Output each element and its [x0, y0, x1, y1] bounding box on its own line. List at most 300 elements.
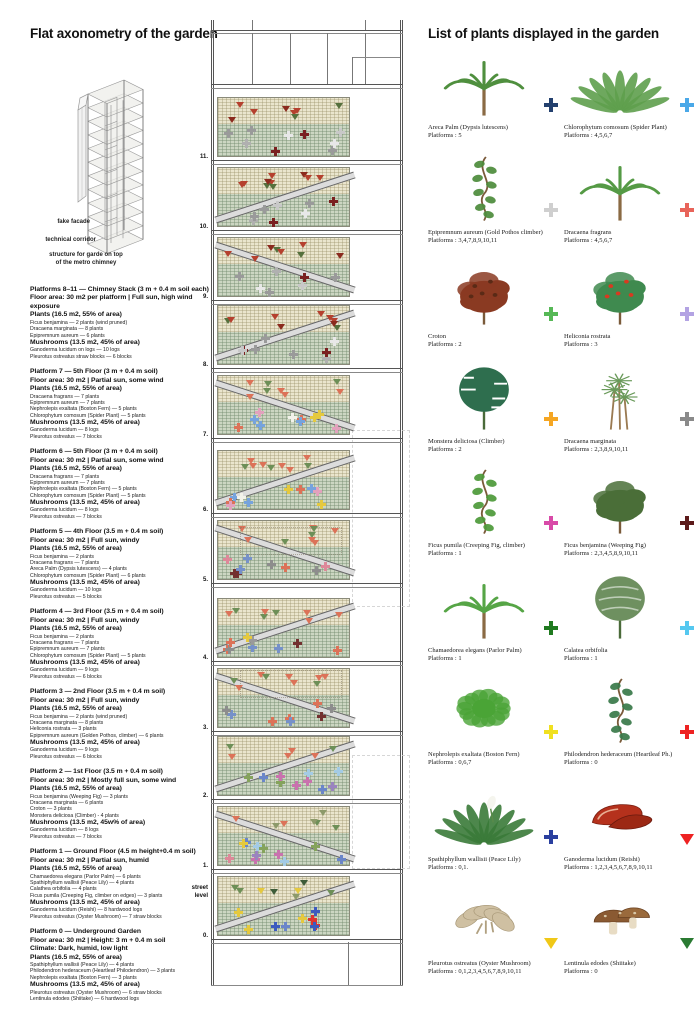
- plant-marker-triangle: [303, 610, 311, 616]
- mushroom-marker-plus: [244, 498, 253, 507]
- floor-number: 5.: [202, 577, 208, 583]
- plants-heading: Plants (16.5 m2, 55% of area): [30, 465, 122, 473]
- mushroom-line: Ganoderma lucidum — 8 logs: [30, 427, 99, 434]
- top-frame-line: [211, 30, 403, 31]
- plants-heading: Plants (16.5 m2, 55% of area): [30, 953, 122, 961]
- mushroom-marker-plus: [329, 197, 338, 206]
- mushroom-marker-plus: [305, 199, 314, 208]
- plant-label: [428, 647, 560, 664]
- plant-line: Heliconia rostrata — 3 plants: [30, 726, 97, 733]
- floor-number: 3.: [202, 725, 208, 731]
- plant-platforms: Platforms : 1: [428, 654, 462, 662]
- mushroom-marker-plus: [247, 126, 256, 135]
- plant-name: Areca Palm (Dypsis lutescens): [428, 124, 508, 131]
- plant-line: Areca Palm (Dypsis lutescens) — 4 plants: [30, 566, 127, 573]
- mushroom-marker-plus: [296, 417, 305, 426]
- mushroom-marker-plus: [337, 855, 346, 864]
- platform-info-block: [30, 528, 210, 600]
- mushroom-marker-plus: [234, 908, 243, 917]
- mushroom-line: Pleurotus ostreatus — 7 blocks: [30, 513, 102, 520]
- plant-line: Dracaena fragrans — 7 plants: [30, 393, 100, 400]
- mushroom-marker-plus: [298, 914, 307, 923]
- plant-platforms: Platforms : 0,1.: [428, 863, 469, 871]
- platform-title: Platform 3 — 2nd Floor (3.5 m + 0.4 m soil): [30, 688, 166, 696]
- plant-marker-triangle: [300, 880, 308, 886]
- plant-marker-triangle: [259, 462, 267, 468]
- label-fake-facade: fake facade: [57, 219, 90, 225]
- frame-post: [365, 33, 366, 84]
- plants-heading: Plants (16.5 m2, 55% of area): [30, 311, 122, 319]
- plant-marker-triangle: [336, 389, 344, 395]
- garden-platform-panel: [217, 375, 350, 435]
- plant-marker-triangle: [232, 608, 240, 614]
- underground-base: [211, 985, 403, 986]
- mushroom-line: Ganoderma lucidum on logs — 10 logs: [30, 347, 120, 354]
- plant-marker-triangle: [311, 753, 319, 759]
- platform-marker-plus-icon: [544, 203, 558, 217]
- plant-illustration: [574, 673, 666, 752]
- platform-title: Platform 6 — 5th Floor (3 m + 0.4 m soil): [30, 448, 158, 456]
- plant-marker-triangle: [277, 249, 285, 255]
- frame-post: [327, 33, 328, 84]
- plant-marker-triangle: [294, 888, 302, 894]
- plant-marker-triangle: [336, 253, 344, 259]
- mushroom-marker-plus: [317, 500, 326, 509]
- plant-illustration: [574, 882, 666, 961]
- plant-line: Chlorophytum comosum (Spider Plant) — 5 plants: [30, 652, 146, 659]
- frame-post: [252, 33, 253, 84]
- mushroom-marker-plus: [301, 209, 310, 218]
- plant-entry: [428, 255, 562, 359]
- platform-marker-plus-icon: [680, 725, 694, 739]
- platform-marker-triangle-icon: [544, 938, 558, 949]
- plant-illustration: [438, 255, 530, 334]
- platform-title: Platform 5 — 4th Floor (3.5 m + 0.4 m soil): [30, 528, 164, 536]
- mushroom-marker-plus: [284, 485, 293, 494]
- platform-marker-plus-icon: [544, 725, 558, 739]
- plant-marker-triangle: [277, 324, 285, 330]
- floor-slab-line: [211, 943, 403, 944]
- platform-info-block: [30, 768, 210, 840]
- plant-list-title: List of plants displayed in the garden: [428, 26, 659, 41]
- plants-heading: Plants (16.5 m2, 55% of area): [30, 705, 122, 713]
- floor-number: 6.: [202, 507, 208, 513]
- plant-line: Croton — 3 plants: [30, 806, 72, 813]
- mushroom-marker-plus: [271, 147, 280, 156]
- plant-marker-triangle: [293, 108, 301, 114]
- plant-line: Dracaena fragrans — 7 plants: [30, 559, 100, 566]
- plant-illustration: [438, 360, 530, 439]
- mushroom-marker-plus: [292, 781, 301, 790]
- plant-marker-triangle: [304, 175, 312, 181]
- mushroom-line: Pleurotus ostreatus — 7 blocks: [30, 833, 102, 840]
- mushrooms-heading: Mushrooms (13.5 m2, 45w% of area): [30, 818, 146, 826]
- plant-label: [428, 124, 560, 141]
- plant-marker-triangle: [246, 394, 254, 400]
- plant-label: [564, 333, 696, 350]
- label-technical-corridor: technical corridor: [45, 237, 96, 243]
- plant-marker-triangle: [264, 179, 272, 185]
- plant-entry: [428, 778, 562, 882]
- floor-slab-line: [211, 803, 403, 804]
- background-facade-row: [240, 527, 342, 555]
- floor-slab-line: [211, 799, 403, 800]
- plant-label: [428, 333, 560, 350]
- floor-slab-line: [211, 583, 403, 584]
- plant-name: Ficus benjamina (Weeping Fig): [564, 542, 646, 549]
- mushroom-marker-plus: [336, 128, 345, 137]
- mushroom-line: Pleurotus ostreatus — 5 blocks: [30, 593, 102, 600]
- plant-illustration: [438, 882, 530, 961]
- plant-illustration: [438, 464, 530, 543]
- plant-entry: [564, 255, 698, 359]
- underground-line: [348, 942, 349, 985]
- plant-line: Spathiphyllum wallisii (Peace Lily) — 4 plants: [30, 962, 135, 969]
- mushroom-marker-plus: [239, 839, 248, 848]
- platform-marker-plus-icon: [544, 830, 558, 844]
- plant-line: Ficus benjamina (Weeping Fig) — 3 plants: [30, 793, 128, 800]
- platform-title: Platform 4 — 3rd Floor (3.5 m + 0.4 m soil): [30, 608, 164, 616]
- floor-number: 7.: [202, 432, 208, 438]
- platform-info-line: Floor area: 30 m2 | Full sun, windy: [30, 616, 140, 624]
- platform-marker-plus-icon: [544, 98, 558, 112]
- mushroom-marker-plus: [281, 563, 290, 572]
- plant-entry: [564, 882, 698, 986]
- background-facade-row: [240, 670, 342, 698]
- plant-name: Monstera deliciosa (Climber): [428, 437, 505, 445]
- mushroom-marker-plus: [234, 423, 243, 432]
- plant-entry: [428, 464, 562, 568]
- axonometry-title: Flat axonometry of the garden: [30, 26, 218, 41]
- plant-marker-triangle: [335, 103, 343, 109]
- plant-name: Philodendron hederaceum (Heartleaf Ph.): [564, 751, 673, 758]
- label-structure-2: of the metro chimney: [55, 260, 117, 266]
- platform-marker-plus-icon: [680, 412, 694, 426]
- plant-marker-triangle: [316, 175, 324, 181]
- plant-marker-triangle: [261, 609, 269, 615]
- frame-base-line2: [211, 88, 403, 89]
- axonometry-drawing: [58, 48, 182, 260]
- street-level-label: street level: [191, 885, 208, 900]
- mushroom-marker-plus: [286, 717, 295, 726]
- mushroom-line: Ganoderma lucidum (Reishi) — 8 hardwood logs: [30, 907, 143, 914]
- mushroom-marker-plus: [250, 212, 259, 221]
- plant-marker-triangle: [267, 465, 275, 471]
- floor-number: 4.: [202, 655, 208, 661]
- plant-entry: [564, 569, 698, 673]
- platform-info-line: Floor area: 30 m2 | Height: 3 m + 0.4 m soil: [30, 936, 166, 944]
- platform-marker-plus-icon: [544, 307, 558, 321]
- plant-platforms: Platforms : 0: [564, 968, 598, 976]
- plant-marker-triangle: [319, 810, 327, 816]
- mushroom-marker-plus: [235, 272, 244, 281]
- plant-illustration: [438, 151, 530, 230]
- plant-name: Dracaena marginata: [564, 437, 617, 445]
- background-facade: [352, 430, 410, 607]
- plant-marker-triangle: [227, 317, 235, 323]
- plant-name: Pleurotus ostreatus (Oyster Mushroom): [428, 960, 531, 967]
- mushroom-line: Ganoderma lucidum — 8 logs: [30, 827, 99, 834]
- plant-label: [428, 542, 560, 559]
- platform-info-line: Floor area: 30 m2 | Mostly full sun, some wind: [30, 776, 177, 784]
- plant-line: Epipremnum aureum — 7 plants: [30, 646, 105, 653]
- floor-slab-line: [211, 869, 403, 870]
- mushroom-marker-plus: [265, 288, 274, 297]
- mushroom-line: Pleurotus ostreatus — 6 blocks: [30, 673, 102, 680]
- plant-name: Dracaena fragrans: [564, 228, 612, 236]
- floor-number: 2.: [202, 793, 208, 799]
- plants-heading: Plants (16.5 m2, 55% of area): [30, 785, 122, 793]
- plant-line: Ficus benjamina — 2 plants: [30, 633, 95, 640]
- plant-marker-triangle: [332, 825, 340, 831]
- floor-number: 9.: [202, 294, 208, 300]
- plant-label: [428, 229, 560, 246]
- mushroom-marker-plus: [311, 907, 320, 916]
- plant-name: Ganoderma lucidum (Reishi): [564, 855, 640, 863]
- plant-line: Dracaena marginata — 6 plants: [30, 799, 104, 806]
- mushroom-marker-plus: [243, 554, 252, 563]
- plant-entry: [428, 882, 562, 986]
- floor-slab-line: [211, 731, 403, 732]
- plant-line: Spathiphyllum wallisii (Peace Lily) — 4 plants: [30, 879, 135, 886]
- plant-line: Dracaena fragrans — 7 plants: [30, 473, 100, 480]
- mushroom-marker-plus: [321, 562, 330, 571]
- mushroom-marker-plus: [331, 273, 340, 282]
- mushroom-marker-plus: [310, 922, 319, 931]
- plant-marker-triangle: [228, 117, 236, 123]
- plant-marker-triangle: [281, 392, 289, 398]
- garden-platform-panel: [217, 167, 350, 227]
- plant-line: Ficus benjamina — 2 plants (wind pruned): [30, 713, 128, 720]
- mushrooms-heading: Mushrooms (13.5 m2, 45% of area): [30, 338, 140, 346]
- plant-entry: [564, 673, 698, 777]
- mushroom-line: Pleurotus ostreatus — 6 blocks: [30, 753, 102, 760]
- frame-post-stub: [365, 20, 366, 30]
- plant-marker-triangle: [330, 321, 338, 327]
- plant-label: [564, 438, 696, 455]
- plant-line: Chamaedorea elegans (Parlor Palm) — 6 plants: [30, 873, 141, 880]
- plant-marker-triangle: [284, 753, 292, 759]
- mushrooms-heading: Mushrooms (13.5 m2, 45% of area): [30, 418, 140, 426]
- plant-illustration: [438, 673, 530, 752]
- mushroom-marker-plus: [311, 842, 320, 851]
- plant-platforms: Platforms : 2,3,8,9,10,11: [564, 445, 629, 453]
- mushroom-marker-plus: [256, 284, 265, 293]
- plant-marker-triangle: [250, 109, 258, 115]
- plant-marker-triangle: [251, 256, 259, 262]
- floor-slab-line: [211, 939, 403, 940]
- plant-entry: [564, 46, 698, 150]
- mushroom-line: Ganoderma lucidum — 8 logs: [30, 507, 99, 514]
- mushroom-marker-plus: [259, 844, 268, 853]
- mushroom-marker-plus: [313, 699, 322, 708]
- mushrooms-heading: Mushrooms (13.5 m2, 45% of area): [30, 981, 140, 989]
- mushroom-marker-plus: [333, 646, 342, 655]
- plant-label: [564, 124, 696, 141]
- plant-marker-triangle: [232, 816, 240, 822]
- plant-line: Epipremnum aureum (Golden Pothos, climber) — 6 plants: [30, 732, 164, 739]
- plant-platforms: Platforms : 2: [428, 445, 462, 453]
- plant-line: Dracaena fragrans — 7 plants: [30, 639, 100, 646]
- plant-platforms: Platforms : 3,4,7,8,9,10,11: [428, 236, 498, 244]
- frame-post-stub: [252, 20, 253, 30]
- plant-marker-triangle: [291, 114, 299, 120]
- mushroom-marker-plus: [224, 129, 233, 138]
- plant-entry: [564, 360, 698, 464]
- plant-label: [428, 438, 560, 455]
- mushroom-marker-plus: [268, 717, 277, 726]
- mushroom-marker-plus: [300, 130, 309, 139]
- platform-list: [30, 286, 210, 1010]
- plant-platforms: Platforms : 0: [564, 759, 598, 767]
- plant-platforms: Platforms : 3: [564, 341, 598, 349]
- plant-marker-triangle: [249, 463, 257, 469]
- plant-marker-triangle: [282, 106, 290, 112]
- label-structure-1: structure for garde on top: [49, 252, 123, 258]
- plant-marker-triangle: [327, 890, 335, 896]
- floor-slab-line: [211, 368, 403, 369]
- mushroom-line: Ganoderma lucidum — 9 logs: [30, 747, 99, 754]
- plant-entry: [564, 151, 698, 255]
- plant-entry: [428, 569, 562, 673]
- plant-marker-triangle: [270, 889, 278, 895]
- plant-marker-triangle: [228, 754, 236, 760]
- plant-marker-triangle: [246, 380, 254, 386]
- floor-slab-line: [211, 661, 403, 662]
- mushroom-marker-plus: [223, 555, 232, 564]
- mushroom-marker-plus: [327, 704, 336, 713]
- plant-line: Epipremnum aureum — 7 plants: [30, 399, 105, 406]
- mushroom-line: Lentinula edodes (Shiitake) — 6 hardwood logs: [30, 995, 140, 1002]
- platform-info-line: Floor area: 30 m2 | Partial sun, humid: [30, 856, 149, 864]
- plant-name: Heliconia rostrata: [564, 333, 611, 340]
- plant-marker-triangle: [304, 463, 312, 469]
- mushroom-marker-plus: [226, 638, 235, 647]
- plant-line: Nephrolepis exaltata (Boston Fern) — 3 plants: [30, 974, 137, 981]
- floor-number: 11.: [199, 154, 208, 160]
- floor-slab-line: [211, 587, 403, 588]
- mushroom-marker-plus: [307, 484, 316, 493]
- garden-platform-panel: [217, 806, 350, 866]
- plant-line: Monstera deliciosa (Climber) - 4 plants: [30, 812, 119, 819]
- platform-marker-triangle-icon: [680, 938, 694, 949]
- plant-name: Chlorophytum comosum (Spider Plant): [564, 124, 667, 131]
- garden-platform-panel: [217, 598, 350, 658]
- background-facade: [352, 755, 410, 869]
- platform-title: Platform 2 — 1st Floor (3.5 m + 0.4 m soil): [30, 768, 163, 776]
- plant-platforms: Platforms : 2,3,4,5,8,9,10,11: [564, 550, 638, 558]
- plant-line: Philodendron hederaceum (Heartleaf Philodendron) — 3 plants: [30, 968, 176, 975]
- plant-illustration: [574, 255, 666, 334]
- platform-info-block: [30, 608, 210, 680]
- plant-illustration: [574, 778, 666, 857]
- mushroom-marker-plus: [317, 712, 326, 721]
- mushroom-marker-plus: [332, 424, 341, 433]
- floor-slab-line: [211, 665, 403, 666]
- plant-marker-triangle: [333, 379, 341, 385]
- plant-marker-triangle: [272, 610, 280, 616]
- plant-platforms: Platforms : 1,2,3,4,5,6,7,8,9,10,11: [564, 863, 653, 871]
- mushrooms-heading: Mushrooms (13.5 m2, 45% of area): [30, 658, 140, 666]
- platform-marker-plus-icon: [544, 621, 558, 635]
- plant-marker-triangle: [335, 612, 343, 618]
- plant-marker-triangle: [299, 242, 307, 248]
- mushroom-marker-plus: [225, 854, 234, 863]
- plant-platforms: Platforms : 1: [564, 654, 598, 662]
- plant-marker-triangle: [280, 821, 288, 827]
- platform-marker-plus-icon: [680, 621, 694, 635]
- frame-base-line: [211, 84, 403, 85]
- mushroom-line: Ganoderma lucidum — 10 logs: [30, 587, 102, 594]
- plant-marker-triangle: [231, 885, 239, 891]
- mushroom-marker-plus: [271, 922, 280, 931]
- plant-entry: [564, 778, 698, 882]
- plant-marker-triangle: [263, 388, 271, 394]
- floor-number: 8.: [202, 362, 208, 368]
- plant-name: Croton: [428, 333, 447, 340]
- plant-label: [428, 960, 560, 977]
- mushroom-marker-plus: [244, 925, 253, 934]
- plant-marker-triangle: [267, 245, 275, 251]
- garden-platform-panel: [217, 876, 350, 936]
- plant-label: [564, 229, 696, 246]
- floor-slab-line: [211, 372, 403, 373]
- mushroom-marker-plus: [328, 782, 337, 791]
- plant-platforms: Platforms : 1: [428, 550, 462, 558]
- plant-line: Ficus benjamina — 2 plants: [30, 553, 95, 560]
- plant-illustration: [574, 360, 666, 439]
- plants-heading: Plants (16.5 m2, 55% of area): [30, 385, 122, 393]
- platform-info-line: Climate: Dark, humid, low light: [30, 945, 128, 953]
- mushroom-marker-plus: [274, 644, 283, 653]
- plant-illustration: [574, 151, 666, 230]
- platform-marker-plus-icon: [680, 203, 694, 217]
- plant-platforms: Platforms : 0,6,7: [428, 759, 472, 767]
- platform-info-block: [30, 368, 210, 440]
- plant-platforms: Platforms : 5: [428, 132, 462, 140]
- platform-title: Platform 1 — Ground Floor (4.5 m height+0.4 m soil): [30, 848, 196, 856]
- plant-label: [564, 542, 696, 559]
- platform-marker-plus-icon: [680, 98, 694, 112]
- platform-marker-plus-icon: [544, 516, 558, 530]
- plant-illustration: [438, 569, 530, 648]
- mushroom-line: Pleurotus ostreatus (Oyster Mushroom) — 6 straw blocks: [30, 989, 162, 996]
- plant-marker-triangle: [264, 381, 272, 387]
- plant-entry: [428, 673, 562, 777]
- plant-line: Nephrolepis exaltata (Boston Fern) — 5 plants: [30, 406, 137, 413]
- mushroom-marker-plus: [250, 415, 259, 424]
- plant-label: [564, 647, 696, 664]
- plant-name: Chamaedorea elegans (Parlor Palm): [428, 646, 522, 654]
- plant-marker-triangle: [238, 182, 246, 188]
- mushroom-marker-plus: [269, 218, 278, 227]
- mushroom-line: Pleurotus ostreatus straw blocks — 6 blocks: [30, 353, 132, 360]
- plant-name: Nephrolepis exaltata (Boston Fern): [428, 751, 520, 758]
- plant-label: [428, 751, 560, 768]
- frame-post: [290, 33, 291, 84]
- plant-line: Calathea orbifolia — 4 plants: [30, 886, 97, 893]
- mushroom-marker-plus: [261, 334, 270, 343]
- mushroom-line: Ganoderma lucidum — 9 logs: [30, 667, 99, 674]
- mushroom-marker-plus: [298, 281, 307, 290]
- plant-entry: [428, 360, 562, 464]
- plant-entry: [428, 151, 562, 255]
- platform-info-line: Floor area: 30 m2 | Full sun, windy: [30, 696, 140, 704]
- plant-entry: [564, 464, 698, 568]
- garden-platform-panel: [217, 97, 350, 157]
- plant-marker-triangle: [271, 314, 279, 320]
- platform-info-line: Floor area: 30 m2 | Partial sun, some wind: [30, 376, 164, 384]
